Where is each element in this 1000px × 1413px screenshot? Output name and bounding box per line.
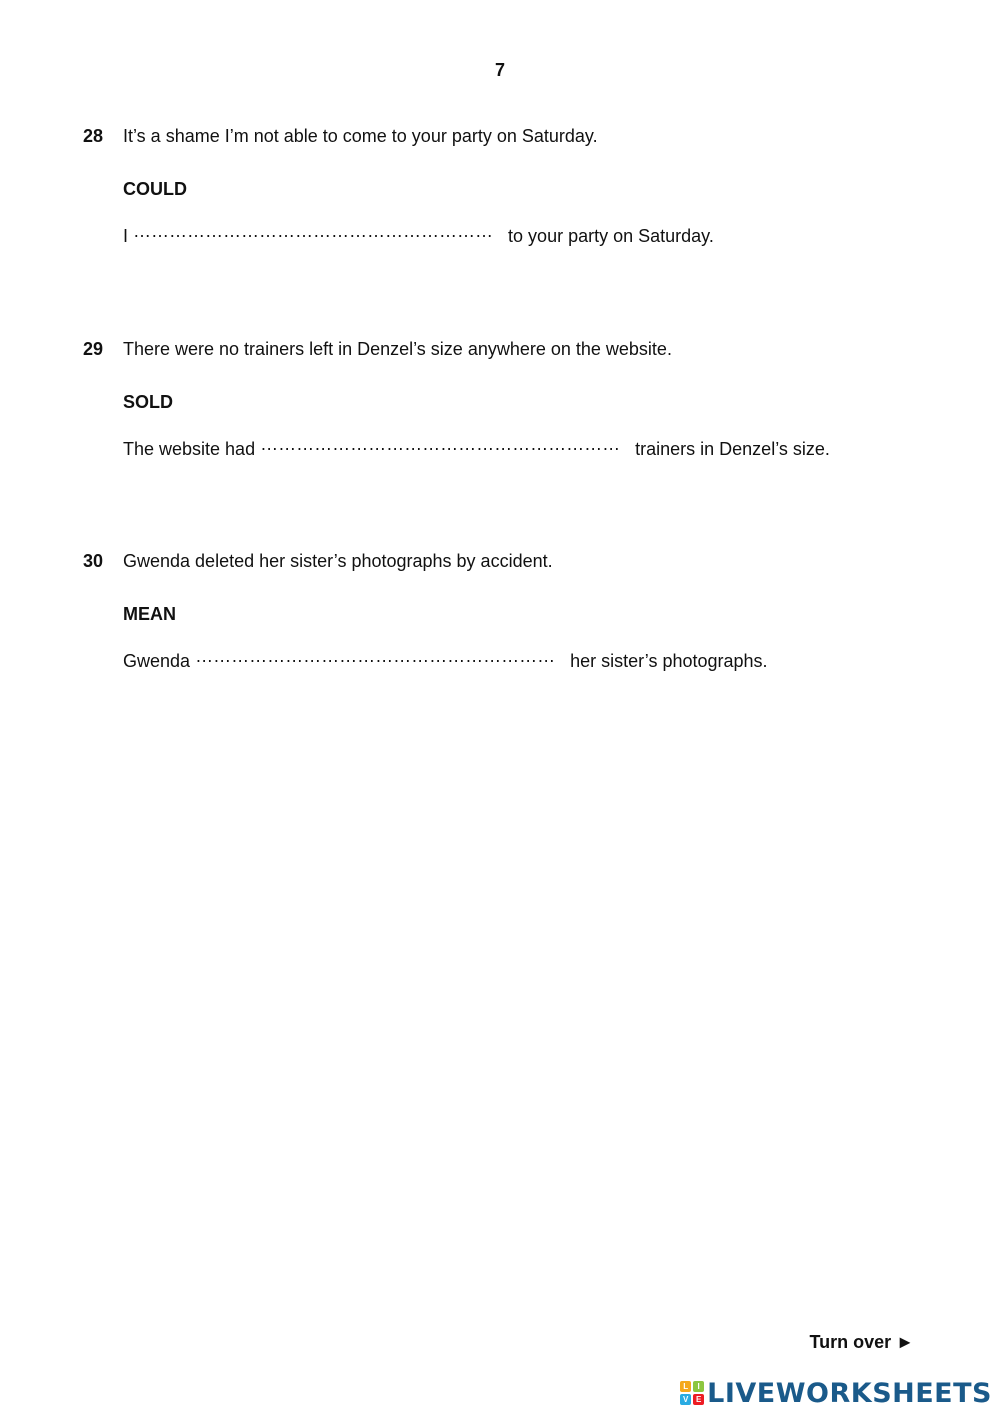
question-prompt <box>83 550 943 572</box>
question-number: 30 <box>83 551 104 571</box>
logo-letter: I <box>693 1381 704 1392</box>
keyword: SOLD <box>123 392 174 412</box>
answer-blank[interactable] <box>133 220 503 247</box>
answer-line <box>123 433 943 460</box>
answer-prefix: Gwenda <box>123 651 191 671</box>
question-28 <box>83 125 943 247</box>
logo-letter: E <box>693 1394 704 1405</box>
answer-prefix: I <box>123 226 129 246</box>
liveworksheets-logo <box>680 1376 992 1410</box>
keyword: MEAN <box>123 604 176 624</box>
logo-letter: V <box>680 1394 691 1405</box>
turn-over-label: Turn over ► <box>809 1332 914 1352</box>
question-number: 28 <box>83 126 104 146</box>
question-sentence: It’s a shame I’m not able to come to your party on Saturday. <box>123 126 598 146</box>
logo-letter: L <box>680 1381 691 1392</box>
question-prompt <box>83 338 943 360</box>
answer-prefix: The website had <box>123 439 256 459</box>
question-sentence: Gwenda deleted her sister’s photographs by accident. <box>123 551 553 571</box>
page-number: 7 <box>494 60 505 80</box>
question-30 <box>83 550 943 672</box>
blank-dots: …………………………………………………… <box>260 434 621 454</box>
answer-suffix: her sister’s photographs. <box>570 651 768 671</box>
answer-suffix: trainers in Denzel’s size. <box>635 439 830 459</box>
question-sentence: There were no trainers left in Denzel’s size anywhere on the website. <box>123 339 672 359</box>
answer-line <box>123 220 943 247</box>
keyword: COULD <box>123 179 187 199</box>
logo-wordmark: LIVEWORKSHEETS <box>707 1377 992 1409</box>
answer-blank[interactable] <box>195 645 565 672</box>
answer-suffix: to your party on Saturday. <box>508 226 714 246</box>
answer-line <box>123 645 943 672</box>
question-prompt <box>83 125 943 147</box>
blank-dots: …………………………………………………… <box>195 646 556 666</box>
answer-blank[interactable] <box>260 433 630 460</box>
blank-dots: …………………………………………………… <box>133 221 494 241</box>
logo-mark-icon <box>680 1381 704 1405</box>
question-number: 29 <box>83 339 104 359</box>
question-29 <box>83 338 943 460</box>
